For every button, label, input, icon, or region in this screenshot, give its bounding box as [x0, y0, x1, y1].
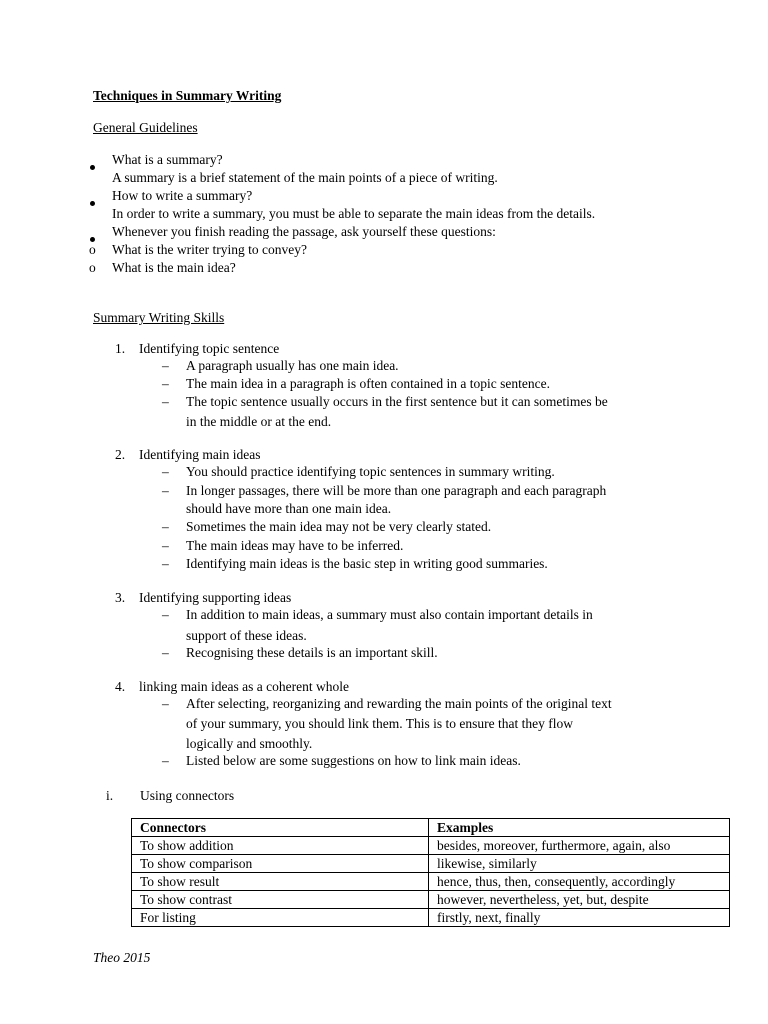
dash-marker: –	[162, 394, 169, 409]
list-item: What is the main idea?	[112, 260, 236, 275]
table-header-cell: Connectors	[132, 819, 429, 837]
sub-item-continuation: of your summary, you should link them. This is to ensure that they flow	[186, 716, 573, 731]
table-cell: firstly, next, finally	[429, 909, 730, 927]
section-heading-general: General Guidelines	[93, 120, 198, 135]
table-row	[132, 873, 730, 891]
dash-marker: –	[162, 464, 169, 479]
sub-item: The main ideas may have to be inferred.	[186, 538, 404, 553]
table-header-cell: Examples	[429, 819, 730, 837]
numbered-item-number: 4.	[115, 679, 126, 694]
sub-item-continuation: logically and smoothly.	[186, 736, 313, 751]
dash-marker: –	[162, 483, 169, 498]
sub-item: Listed below are some suggestions on how to link main ideas.	[186, 753, 521, 768]
sub-item: After selecting, reorganizing and rewarding the main points of the original text	[186, 696, 612, 711]
table-cell: likewise, similarly	[429, 855, 730, 873]
sub-item: In longer passages, there will be more than one paragraph and each paragraph	[186, 483, 607, 498]
table-cell: To show addition	[132, 837, 429, 855]
sub-item-continuation: support of these ideas.	[186, 628, 307, 643]
sub-item: Sometimes the main idea may not be very clearly stated.	[186, 519, 492, 534]
list-item: What is the writer trying to convey?	[112, 242, 307, 257]
table-cell: To show result	[132, 873, 429, 891]
sub-item: The topic sentence usually occurs in the first sentence but it can sometimes be	[186, 394, 608, 409]
sub-item: The main idea in a paragraph is often contained in a topic sentence.	[186, 376, 550, 391]
dash-marker: –	[162, 376, 169, 391]
bullet-dot-icon	[90, 193, 95, 211]
section-heading-skills: Summary Writing Skills	[93, 310, 225, 325]
sub-item: A paragraph usually has one main idea.	[186, 358, 399, 373]
dash-marker: –	[162, 538, 169, 553]
list-item: Whenever you finish reading the passage, ask yourself these questions:	[112, 224, 496, 239]
dash-marker: –	[162, 519, 169, 534]
table-cell: For listing	[132, 909, 429, 927]
numbered-item-number: 3.	[115, 590, 126, 605]
sub-item: Recognising these details is an important skill.	[186, 645, 438, 660]
numbered-item-title: Identifying main ideas	[139, 447, 261, 462]
table-cell: hence, thus, then, consequently, accordingly	[429, 873, 730, 891]
sub-item: In addition to main ideas, a summary must also contain important details in	[186, 607, 593, 622]
table-header-row	[132, 819, 730, 837]
table-row	[132, 855, 730, 873]
table-cell: To show comparison	[132, 855, 429, 873]
table-cell: To show contrast	[132, 891, 429, 909]
sub-item: You should practice identifying topic sentences in summary writing.	[186, 464, 555, 479]
dash-marker: –	[162, 607, 169, 622]
sub-item-continuation: should have more than one main idea.	[186, 501, 392, 516]
table-row	[132, 891, 730, 909]
numbered-item-title: Identifying supporting ideas	[139, 590, 292, 605]
bullet-o-marker: o	[89, 260, 96, 275]
numbered-item-number: 2.	[115, 447, 126, 462]
page-footer: Theo 2015	[93, 950, 151, 965]
roman-item-number: i.	[106, 788, 114, 803]
connectors-table	[131, 818, 730, 927]
dash-marker: –	[162, 645, 169, 660]
dash-marker: –	[162, 358, 169, 373]
roman-item-title: Using connectors	[140, 788, 235, 803]
table-cell: however, nevertheless, yet, but, despite	[429, 891, 730, 909]
numbered-item-number: 1.	[115, 341, 126, 356]
dash-marker: –	[162, 556, 169, 571]
list-item: How to write a summary?	[112, 188, 253, 203]
document-title: Techniques in Summary Writing	[93, 88, 282, 103]
numbered-item-title: linking main ideas as a coherent whole	[139, 679, 349, 694]
sub-item-continuation: in the middle or at the end.	[186, 414, 332, 429]
sub-item: Identifying main ideas is the basic step in writing good summaries.	[186, 556, 548, 571]
list-item: A summary is a brief statement of the main points of a piece of writing.	[112, 170, 498, 185]
table-row	[132, 837, 730, 855]
list-item: What is a summary?	[112, 152, 223, 167]
bullet-dot-icon	[90, 157, 95, 175]
table-row	[132, 909, 730, 927]
dash-marker: –	[162, 753, 169, 768]
dash-marker: –	[162, 696, 169, 711]
table-cell: besides, moreover, furthermore, again, also	[429, 837, 730, 855]
list-item: In order to write a summary, you must be able to separate the main ideas from the details.	[112, 206, 596, 221]
bullet-o-marker: o	[89, 242, 96, 257]
numbered-item-title: Identifying topic sentence	[139, 341, 280, 356]
